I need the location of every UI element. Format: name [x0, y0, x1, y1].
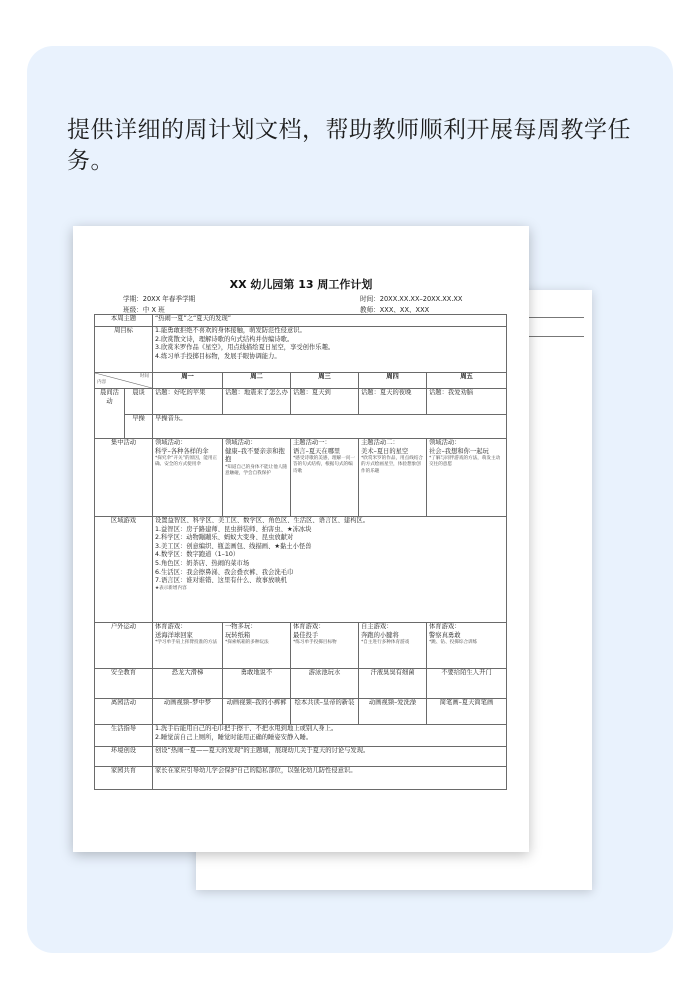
morning-exercise-row	[95, 415, 507, 439]
morning-exercise-value: 早操音乐。	[153, 415, 507, 439]
goals-row	[95, 327, 507, 373]
day-header-fri: 周五	[427, 373, 507, 389]
outdoor-wed: 体育游戏： 最佳投手 *练习单手投掷目标物	[291, 623, 359, 669]
environment-label: 环境创设	[95, 747, 153, 767]
group-activity-thu: 主题活动二： 美术–夏日的星空 *欣赏米罗的作品，用点线结合的方式绘画星空，体验想象创作的乐趣	[359, 439, 427, 517]
life-content	[153, 725, 507, 747]
life-item: 1.洗手后能用自己的毛巾把手擦干、不把水甩到地上或别人身上。	[155, 725, 338, 732]
area-item: 设置益智区、科学区、美工区、数学区、角色区、生活区、语言区、建构区。	[155, 517, 370, 524]
headline: 提供详细的周计划文档，帮助教师顺利开展每周教学任务。	[67, 117, 631, 174]
day-header-thu: 周四	[359, 373, 427, 389]
outdoor-fri: 体育游戏： 警察真勇敢 *跳、钻、投掷综合训练	[427, 623, 507, 669]
area-game-label: 区域游戏	[95, 517, 153, 623]
group-activity-mon: 领域活动： 科学–各种各样的伞 *探究伞“开关”的原因，能用正确、安全的方式使用伞	[153, 439, 223, 517]
life-label: 生活指导	[95, 725, 153, 747]
group-activity-wed: 主题活动一： 语言–夏天在哪里 *感受诗歌的美感，理解一问一答的句式结构，根据句式的编诗歌	[291, 439, 359, 517]
semester-info: 学期：20XX 年春季学期	[123, 295, 196, 303]
life-row	[95, 725, 507, 747]
leave-thu: 动画视频–爱洗澡	[359, 699, 427, 725]
diag-time-label: 时间	[139, 374, 149, 379]
safety-thu: 汗液臭臭有细菌	[359, 669, 427, 699]
morning-talk-mon: 话题：好吃的苹果	[153, 389, 223, 415]
area-item: 3.美工区：创意编织、瓶盖画包、线描画、★黏土小怪兽	[155, 542, 312, 550]
morning-talk-label: 晨谈	[125, 389, 153, 415]
area-item: 2.科学区：动物蹦蹦乐、蚂蚁大变身、昆虫放献对	[155, 534, 294, 542]
time-info: 时间：20XX.XX.XX–20XX.XX.XX	[360, 295, 463, 303]
goals-content	[153, 327, 507, 373]
day-header-wed: 周三	[291, 373, 359, 389]
home-row	[95, 767, 507, 790]
area-game-row	[95, 517, 507, 623]
home-label: 家园共育	[95, 767, 153, 790]
day-header-mon: 周一	[153, 373, 223, 389]
day-header-tue: 周二	[223, 373, 291, 389]
theme-label: 本周主题	[95, 315, 153, 327]
leave-wed: 绘本共读–皇帝的新装	[291, 699, 359, 725]
outdoor-tue: 一物多玩： 玩转纸箱 *探索纸箱的多种玩法	[223, 623, 291, 669]
environment-content: 创设“热闹一夏——夏天的发现”的主题墙，展现幼儿关于夏天的讨论与发现。	[153, 747, 507, 767]
class-info: 班级：中 X 班	[123, 306, 165, 314]
group-activity-fri: 领域活动： 社会–我想和你一起玩 *了解与同伴游戏的方法，萌发主动交往的意愿	[427, 439, 507, 517]
area-note: ★表示新增内容	[155, 585, 187, 591]
safety-fri: 不要给陌生人开门	[427, 669, 507, 699]
morning-talk-tue: 话题：地震来了怎么办	[223, 389, 291, 415]
area-item: 4.数学区：数字跑道（1–10）	[155, 551, 240, 559]
days-header-row	[95, 373, 507, 389]
morning-exercise-label: 早操	[125, 415, 153, 439]
environment-row	[95, 747, 507, 767]
leave-row	[95, 699, 507, 725]
group-activity-tue: 领域活动： 健康–我不要亲亲和抱抱 *知道自己的身体不能让他人随意触碰，学会自我保护	[223, 439, 291, 517]
morning-talk-row	[95, 389, 507, 415]
morning-talk-wed: 话题：夏天到	[291, 389, 359, 415]
morning-group-label: 晨间活动	[95, 389, 125, 439]
life-item: 2.睡觉前自己上厕所，睡觉时能用正确的睡姿安静入睡。	[155, 733, 313, 741]
area-item: 1.益智区：房子路建师、昆虫拼装师、拍害虫、★冻冰块	[155, 525, 312, 533]
group-activity-row	[95, 439, 507, 517]
outdoor-thu: 自主游戏： 奔跑的小腱将 *自主进行多种体育游戏	[359, 623, 427, 669]
leave-label: 离园活动	[95, 699, 153, 725]
safety-mon: 恐龙大滑梯	[153, 669, 223, 699]
area-item: 7.语言区：谁对谁错、这里有什么、故事放映机	[155, 577, 287, 585]
goal-item: 4.练习单手投掷目标物，发展手眼协调能力。	[155, 352, 281, 360]
safety-wed: 游泳池玩水	[291, 669, 359, 699]
goals-label: 周目标	[95, 327, 153, 373]
teacher-info: 教师：XXX、XX、XXX	[360, 306, 430, 314]
front-document-sheet	[73, 226, 529, 852]
safety-tue: 勇敢地说不	[223, 669, 291, 699]
area-game-content	[153, 517, 507, 623]
time-content-diagonal-header	[95, 373, 153, 389]
weekly-plan-table	[94, 314, 507, 790]
morning-talk-fri: 话题：我爱劝脑	[427, 389, 507, 415]
goal-item: 2.欣赏散文诗，理解诗歌的句式结构并仿编诗歌。	[155, 335, 294, 343]
safety-row	[95, 669, 507, 699]
theme-value: “热闹一夏”之“夏天的发现”	[153, 315, 507, 327]
leave-tue: 动画视频–我的小裤裤	[223, 699, 291, 725]
safety-label: 安全教育	[95, 669, 153, 699]
leave-fri: 简笔画–夏天简笔画	[427, 699, 507, 725]
outdoor-row	[95, 623, 507, 669]
leave-mon: 动画视频–梦中梦	[153, 699, 223, 725]
morning-talk-thu: 话题：夏天的夜晚	[359, 389, 427, 415]
diag-content-label: 内容	[97, 380, 107, 386]
area-item: 6.生活区：我会擦鼻涕、我会叠衣裤、我会洗毛巾	[155, 568, 294, 576]
outdoor-mon: 体育游戏： 送海洋球回家 *学习单手肩上挥臂投准的方法	[153, 623, 223, 669]
home-content: 家长在家应引导幼儿学会保护自己的隐私部位，以强化幼儿防性侵意识。	[153, 767, 507, 790]
document-title: XX 幼儿园第 13 周工作计划	[229, 278, 373, 291]
area-item: 5.角色区：奶茶店、热闹的菜市场	[155, 559, 250, 567]
theme-row	[95, 315, 507, 327]
group-activity-label: 集中活动	[95, 439, 153, 517]
goal-item: 3.欣赏米罗作品《星空》，用点线描绘夏日星空，享受创作乐趣。	[155, 344, 335, 352]
goal-item: 1.能勇敢拒绝不喜欢的身体接触，萌发防范性侵意识。	[155, 327, 306, 334]
outdoor-label: 户外运动	[95, 623, 153, 669]
